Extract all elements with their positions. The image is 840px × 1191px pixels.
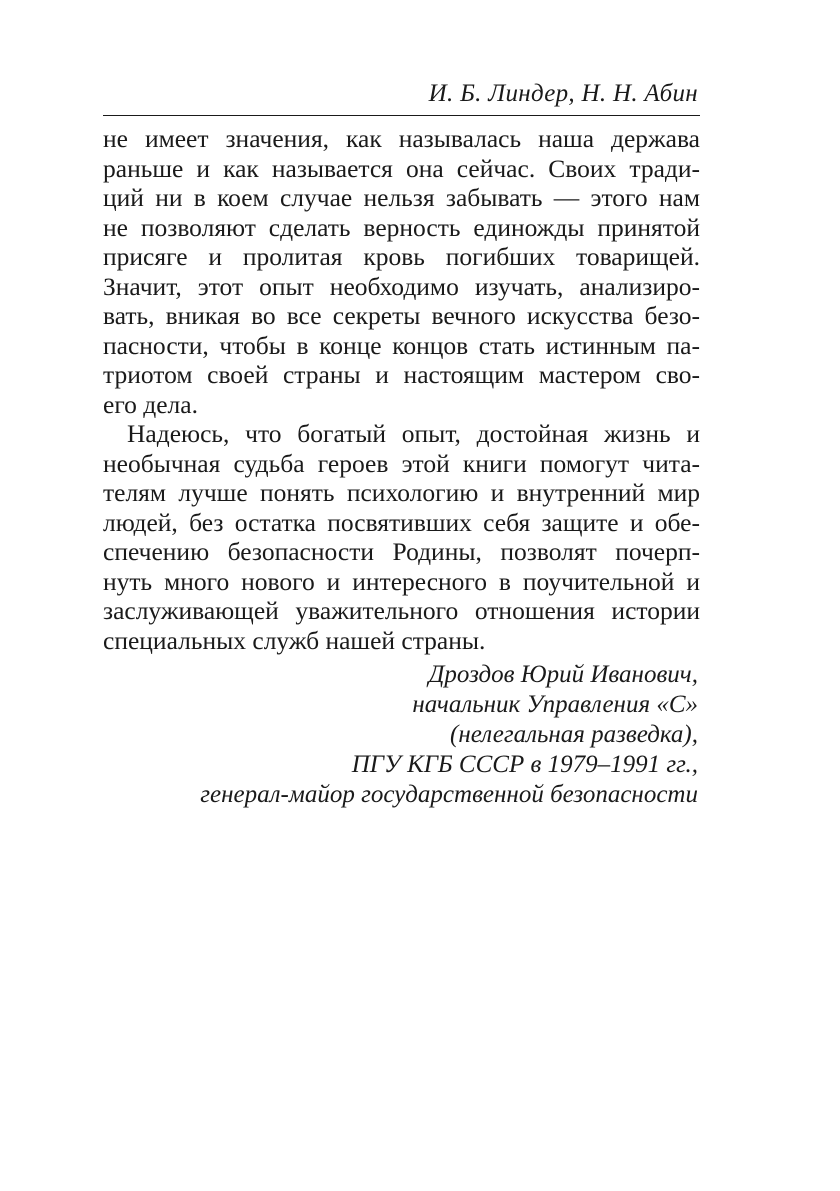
signature-name: Дроздов Юрий Иванович, — [428, 661, 698, 688]
text-line: его дела. — [103, 389, 198, 419]
text-line: нуть много нового и интересного в поучительной и — [103, 566, 700, 596]
text-line: ций ни в коем случае нельзя забывать — этого нам — [103, 183, 700, 212]
paragraph-2 — [103, 419, 700, 655]
signature-rank: генерал-майор государственной безопасности — [200, 781, 698, 808]
text-line: специальных служб нашей страны. — [103, 625, 486, 655]
signature-block — [103, 660, 698, 810]
text-line: триотом своей страны и настоящим мастером сво- — [103, 360, 700, 389]
text-line: раньше и как называется она сейчас. Своих тради- — [103, 153, 700, 183]
text-line: присяге и пролитая кровь погибших товарищей. — [103, 242, 700, 271]
text-line: заслуживающей уважительного отношения истории — [103, 596, 700, 625]
text-line: пасности, чтобы в конце концов стать истинным па- — [103, 330, 700, 360]
text-line: людей, без остатка посвятивших себя защите и обе- — [103, 507, 700, 537]
body-text — [103, 124, 700, 655]
text-line: телям лучше понять психологию и внутренний мир — [103, 478, 700, 507]
paragraph-1 — [103, 124, 700, 419]
signature-tenure: ПГУ КГБ СССР в 1979–1991 гг., — [351, 751, 698, 778]
header-rule — [103, 115, 700, 116]
signature-position: начальник Управления «С» — [412, 691, 698, 718]
text-line: Надеюсь, что богатый опыт, достойная жизнь и — [127, 419, 700, 448]
text-line: Значит, этот опыт необходимо изучать, анализиро- — [103, 271, 700, 301]
text-line: необычная судьба героев этой книги помогут чита- — [103, 448, 700, 478]
text-line: вать, вникая во все секреты вечного искусства безо- — [103, 301, 700, 330]
signature-department: (нелегальная разведка), — [450, 721, 698, 748]
running-head: И. Б. Линдер, Н. Н. Абин — [428, 80, 698, 107]
text-line: спечению безопасности Родины, позволят почерп- — [103, 537, 700, 566]
text-line: не позволяют сделать верность единожды принятой — [103, 212, 700, 242]
text-line: не имеет значения, как называлась наша держава — [103, 124, 700, 153]
